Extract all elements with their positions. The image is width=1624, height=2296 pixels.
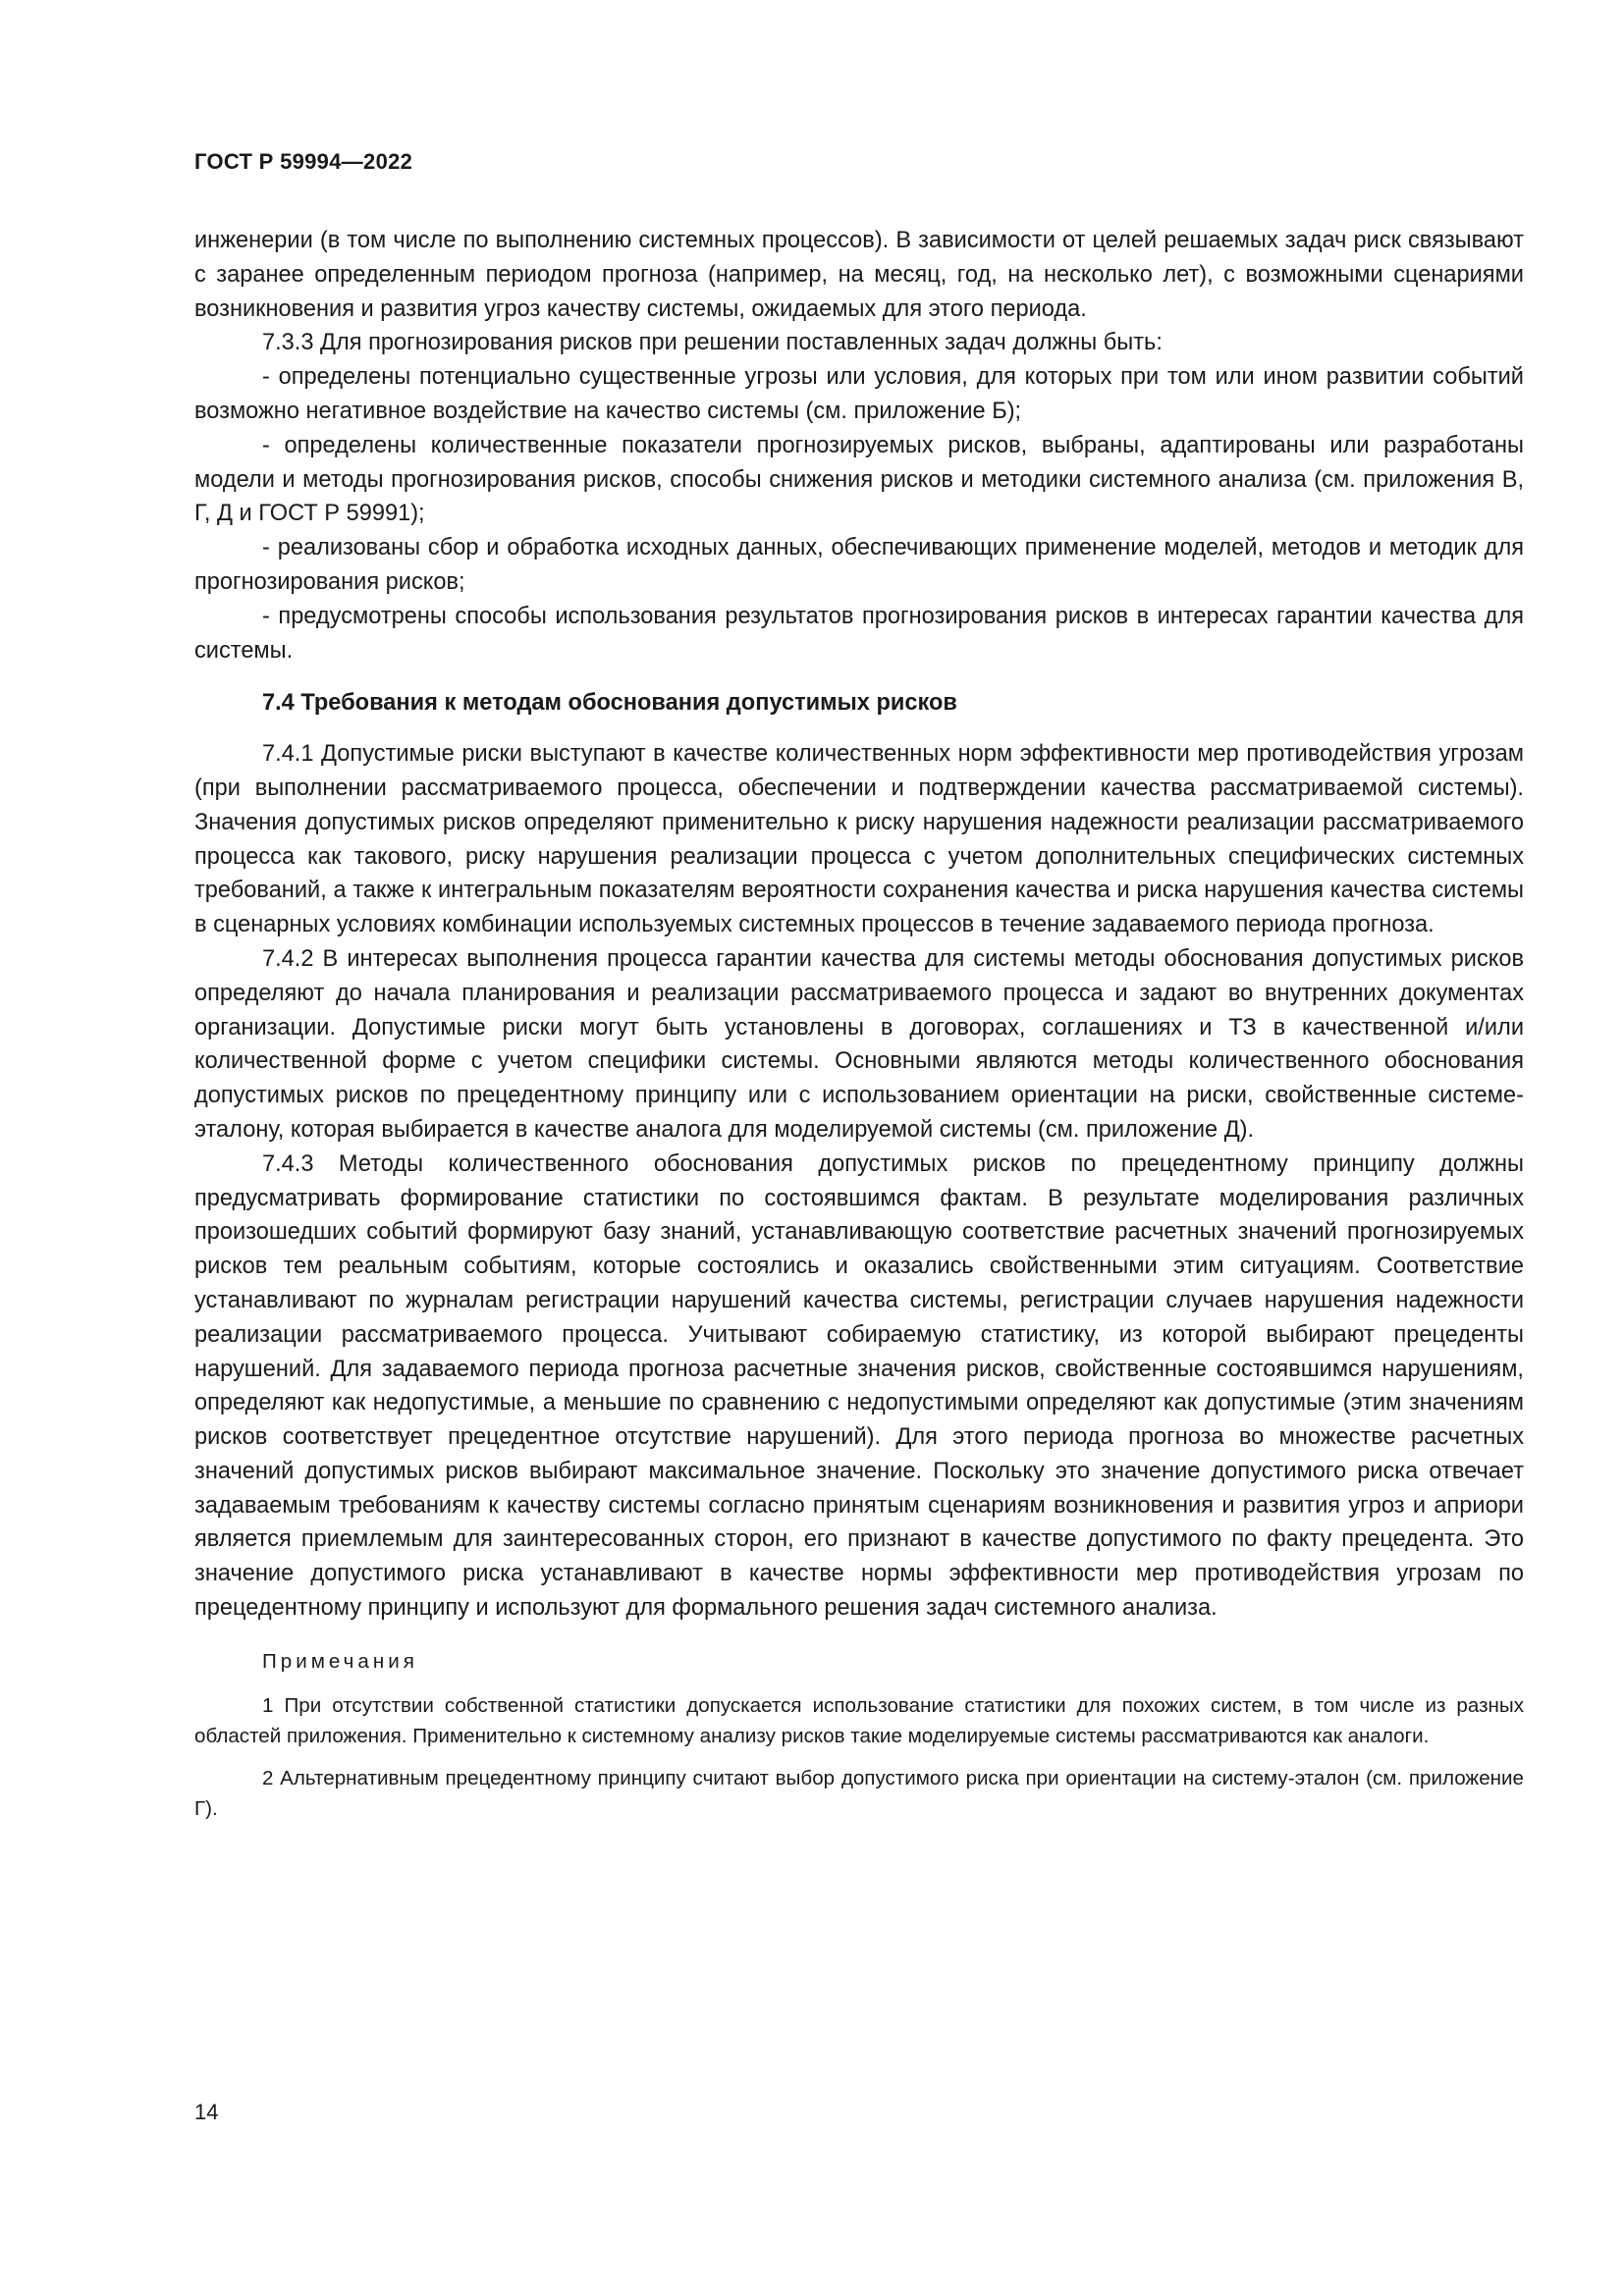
notes-block xyxy=(194,1647,1524,1825)
list-item: - предусмотрены способы использования результатов прогнозирования рисков в интересах гарантии качества для системы. xyxy=(194,603,1524,664)
document-body xyxy=(194,224,1524,1837)
list-item: - определены количественные показатели прогнозируемых рисков, выбраны, адаптированы или разработаны модели и методы прогнозирования рисков, способы снижения рисков и методики системного анализа (см. приложения В, Г, Д и ГОСТ Р 59991); xyxy=(194,432,1524,527)
list-item: - определены потенциально существенные угрозы или условия, для которых при том или ином развитии событий возможно негативное воздействие на качество системы (см. приложение Б); xyxy=(194,364,1524,424)
paragraph-7-3-3: 7.3.3 Для прогнозирования рисков при решении поставленных задач должны быть: xyxy=(262,330,1163,356)
paragraph-continuation: инженерии (в том числе по выполнению системных процессов). В зависимости от целей решаемых задач риск связывают с заранее определенным периодом прогноза (например, на месяц, год, на несколько лет), с возможными сценариями возникновения и развития угроз качеству системы, ожидаемых для этого периода. xyxy=(194,228,1524,322)
note-item: 1 При отсутствии собственной статистики допускается использование статистики для похожих систем, в том числе из разных областей приложения. Применительно к системному анализу рисков такие моделируемые системы рассматриваются как аналоги. xyxy=(194,1694,1524,1747)
section-title: 7.4 Требования к методам обоснования допустимых рисков xyxy=(262,690,957,717)
page-number: 14 xyxy=(194,2100,219,2124)
paragraph-7-4-3: 7.4.3 Методы количественного обоснования допустимых рисков по прецедентному принципу должны предусматривать формирование статистики по состоявшимся фактам. В результате моделирования различных произошедших событий формируют базу знаний, устанавливающую соответствие расчетных значений прогнозируемых рисков тем реальным событиям, которые состоялись и оказались свойственными этим ситуациям. Соответствие устанавливают по журналам регистрации нарушений качества системы, регистрации случаев нарушения надежности реализации рассматриваемого процесса. Учитывают собираемую статистику, из которой выбирают прецеденты нарушений. Для задаваемого периода прогноза расчетные значения рисков, свойственные состоявшимся нарушениям, определяют как недопустимые, а меньшие по сравнению с недопустимыми определяют как допустимые (этим значениям рисков соответствует прецедентное отсутствие нарушений). Для этого периода прогноза во множестве расчетных значений допустимых рисков выбирают максимальное значение. Поскольку это значение допустимого риска отвечает задаваемым требованиям к качеству системы согласно принятым сценариям возникновения и развития угроз и априори является приемлемым для заинтересованных сторон, его признают в качестве допустимого по факту прецедента. Это значение допустимого риска устанавливают в качестве нормы эффективности мер противодействия угрозам по прецедентному принципу и используют для формального решения задач системного анализа. xyxy=(194,1150,1524,1622)
paragraph-7-4-1: 7.4.1 Допустимые риски выступают в качестве количественных норм эффективности мер противодействия угрозам (при выполнении рассматриваемого процесса, обеспечении и подтверждении качества рассматриваемой системы). Значения допустимых рисков определяют применительно к риску нарушения надежности реализации рассматриваемого процесса как такового, риску нарушения реализации процесса с учетом дополнительных специфических системных требований, а также к интегральным показателям вероятности сохранения качества и риска нарушения качества системы в сценарных условиях комбинации используемых системных процессов в течение задаваемого периода прогноза. xyxy=(194,741,1524,938)
notes-title: Примечания xyxy=(262,1649,418,1673)
list-item: - реализованы сбор и обработка исходных данных, обеспечивающих применение моделей, методов и методик для прогнозирования рисков; xyxy=(194,535,1524,595)
note-item: 2 Альтернативным прецедентному принципу считают выбор допустимого риска при ориентации на систему-эталон (см. приложение Г). xyxy=(194,1767,1524,1820)
document-header: ГОСТ Р 59994—2022 xyxy=(194,149,413,174)
paragraph-7-4-2: 7.4.2 В интересах выполнения процесса гарантии качества для системы методы обоснования допустимых рисков определяют до начала планирования и реализации рассматриваемого процесса и задают во внутренних документах организации. Допустимые риски могут быть установлены в договорах, соглашениях и ТЗ в качественной и/или количественной форме с учетом специфики системы. Основными являются методы количественного обоснования допустимых рисков по прецедентному принципу или с использованием ориентации на риски, свойственные системе-эталону, которая выбирается в качестве аналога для моделируемой системы (см. приложение Д). xyxy=(194,945,1524,1143)
